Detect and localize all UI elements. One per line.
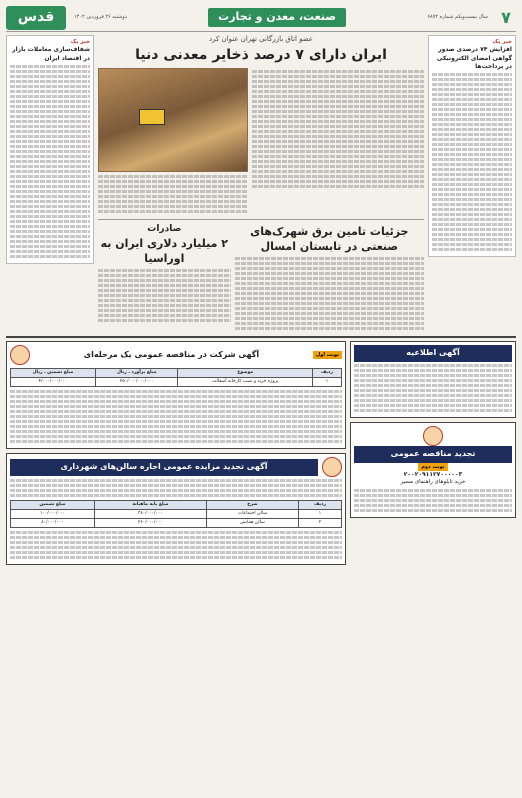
ads-section bbox=[6, 336, 516, 565]
super-headline: عضو اتاق بازرگانی تهران عنوان کرد bbox=[209, 35, 313, 43]
content-grid bbox=[6, 35, 516, 332]
main-column bbox=[98, 35, 424, 332]
power-story bbox=[235, 223, 424, 332]
right-news-box bbox=[428, 35, 516, 257]
news-title: شفاف‌سازی معاملات بازار در اقتصاد ایران bbox=[12, 46, 90, 62]
lead-body bbox=[98, 68, 424, 215]
ad-title: تجدید مناقصه عمومی bbox=[354, 446, 512, 463]
ad-notice bbox=[350, 341, 516, 418]
round-badge: نوبت اول bbox=[313, 351, 342, 360]
exports-pre: صادرات bbox=[147, 224, 182, 235]
secondary-stories bbox=[98, 219, 424, 332]
mine-photo bbox=[98, 68, 248, 172]
mining-truck-image bbox=[139, 109, 165, 125]
issue-number: سال بیست‌ویکم شماره ۶۸۷۲ bbox=[427, 14, 488, 21]
header-info bbox=[66, 8, 496, 27]
tender-subject: خرید تابلوهای راهنمای مسیر bbox=[400, 479, 466, 486]
right-column bbox=[428, 35, 516, 332]
exports-story bbox=[98, 223, 231, 332]
tender-number: ۲۰۰۲۰۹۱۱۲۷۰۰۰۰۰۳ bbox=[403, 471, 463, 479]
organization-emblem-icon bbox=[10, 345, 30, 365]
power-headline: جزئیات تامین برق شهرک‌های صنعتی در تابستان امسال bbox=[250, 225, 409, 254]
municipality-emblem-icon bbox=[322, 457, 342, 477]
ad-tender-1 bbox=[6, 341, 346, 449]
news-title: افزایش ۷۴ درصدی صدور گواهی امضای الکترونیکی در پرداخت‌ها bbox=[436, 46, 512, 70]
exports-headline: ۲ میلیارد دلاری ایران به اوراسیا bbox=[100, 237, 228, 266]
body-text bbox=[432, 73, 512, 251]
page-number: ۷ bbox=[501, 7, 511, 27]
ad-title: آگهی شرکت در مناقصه عمومی یک مرحله‌ای bbox=[83, 349, 260, 359]
auction-table: ردیف شرح مبلغ پایه ماهیانه مبلغ تضمین ۱ سالن اجتماعات ۳۸۰/۰۰۰/۰۰۰ ۱۰۰/۰۰۰/۰۰۰ ۲ سالن همایش ۲۶۰/۰۰۰/۰۰۰ ۸۰/۰۰۰/۰۰۰ bbox=[10, 500, 342, 528]
kicker: خبر یک bbox=[492, 39, 512, 45]
left-column bbox=[6, 35, 94, 332]
left-news-box bbox=[6, 35, 94, 264]
issue-date: دوشنبه ۲۶ فروردین ۱۴۰۲ bbox=[74, 14, 127, 21]
main-headline: ایران دارای ۷ درصد ذخایر معدنی دنیا bbox=[135, 47, 387, 64]
page-header bbox=[6, 4, 516, 32]
newspaper-logo: قدس bbox=[6, 6, 66, 30]
ad-title: آگهی اطلاعیه bbox=[354, 345, 512, 362]
ad-tender-2 bbox=[350, 422, 516, 518]
section-title: صنعت، معدن و تجارت bbox=[208, 8, 346, 27]
ad-auction bbox=[6, 453, 346, 565]
round-badge: نوبت دوم bbox=[418, 463, 447, 472]
lead-story bbox=[98, 35, 424, 65]
municipality-emblem-icon bbox=[423, 426, 443, 446]
kicker: خبر یک bbox=[70, 39, 90, 45]
ad-title: آگهی تجدید مزایده عمومی اجاره سالن‌های شهرداری bbox=[10, 459, 318, 476]
tender-table: ردیف موضوع مبلغ برآورد ـ ریال مبلغ تضمین ـ ریال ۱ پروژه خرید و نصب کارخانه آسفالت ۲۵۰/۰۰۰/۰۰۰/۰۰۰ ۴/۰۰۰/۰۰۰/۰۰۰ bbox=[10, 368, 342, 387]
